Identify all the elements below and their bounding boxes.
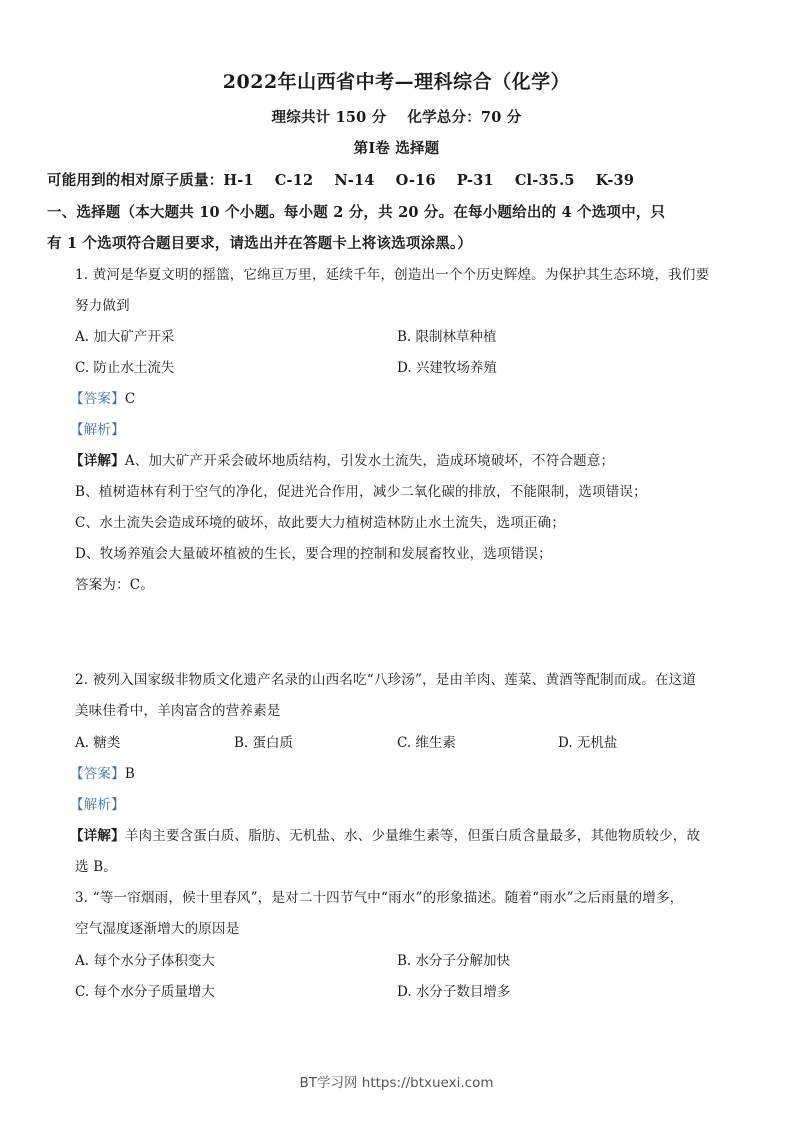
answer-value: B bbox=[124, 766, 135, 782]
q1-detail-1 bbox=[70, 452, 614, 470]
q3-option-c: C. 每个水分子质量增大 bbox=[75, 984, 215, 1000]
q2-answer bbox=[70, 765, 135, 783]
q2-stem-1: 2. 被列入国家级非物质文化遗产名录的山西名吃“八珍汤”，是由羊肉、莲菜、黄酒等配制而成。在这道 bbox=[75, 672, 697, 688]
page-title: 2022年山西省中考—理科综合（化学） bbox=[222, 71, 571, 93]
q1-answer bbox=[70, 390, 135, 408]
q3-stem-2: 空气湿度逐渐增大的原因是 bbox=[75, 921, 240, 937]
q2-stem-2: 美味佳肴中，羊肉富含的营养素是 bbox=[75, 703, 281, 719]
detail-text: A、加大矿产开采会破坏地质结构，引发水土流失，造成环境破坏，不符合题意； bbox=[124, 453, 615, 469]
score-line: 理综共计 150 分 化学总分：70 分 bbox=[271, 109, 522, 126]
q1-analysis-tag: 【解析】 bbox=[70, 422, 125, 438]
q1-detail-4: D、牧场养殖会大量破坏植被的生长，要合理的控制和发展畜牧业，选项错误； bbox=[75, 546, 552, 562]
q3-stem-1: 3. “等一帘烟雨，候十里春风”，是对二十四节气中“雨水”的形象描述。随着“雨水”之后雨量的增多， bbox=[75, 890, 684, 906]
q2-detail-2: 选 B。 bbox=[75, 859, 118, 875]
q3-option-a: A. 每个水分子体积变大 bbox=[75, 953, 215, 969]
q3-option-d: D. 水分子数目增多 bbox=[397, 984, 511, 1000]
q1-option-c: C. 防止水土流失 bbox=[75, 360, 175, 376]
q1-option-d: D. 兴建牧场养殖 bbox=[397, 360, 497, 376]
q2-option-c: C. 维生素 bbox=[397, 735, 456, 751]
q2-option-d: D. 无机盐 bbox=[558, 735, 618, 751]
detail-text: 羊肉主要含蛋白质、脂肪、无机盐、水、少量维生素等，但蛋白质含量最多，其他物质较少，故 bbox=[124, 828, 701, 844]
q2-detail-1 bbox=[70, 827, 700, 845]
q1-detail-2: B、植树造林有利于空气的净化，促进光合作用，减少二氧化碳的排放，不能限制，选项错误； bbox=[75, 484, 647, 500]
q1-stem-2: 努力做到 bbox=[75, 298, 130, 314]
part-one-instructions-1: 一、选择题（本大题共 10 个小题。每小题 2 分，共 20 分。在每小题给出的 4 个选项中，只 bbox=[47, 204, 666, 221]
q1-stem-1: 1. 黄河是华夏文明的摇篮，它绵亘万里，延续千年，创造出一个个历史辉煌。为保护其生态环境，我们要 bbox=[75, 267, 710, 283]
q2-option-b: B. 蛋白质 bbox=[234, 735, 294, 751]
answer-tag: 【答案】 bbox=[70, 766, 125, 782]
q1-option-a: A. 加大矿产开采 bbox=[75, 329, 175, 345]
q2-analysis-tag: 【解析】 bbox=[70, 797, 125, 813]
watermark-footer: BT学习网 https://btxuexi.com bbox=[299, 1075, 494, 1091]
answer-tag: 【答案】 bbox=[70, 391, 125, 407]
part-one-instructions-2: 有 1 个选项符合题目要求，请选出并在答题卡上将该选项涂黑。） bbox=[47, 235, 473, 252]
answer-value: C bbox=[124, 391, 136, 407]
section-title: 第Ⅰ卷 选择题 bbox=[353, 140, 440, 157]
detail-tag: 【详解】 bbox=[70, 453, 125, 469]
q1-detail-5: 答案为：C。 bbox=[75, 577, 155, 593]
detail-tag: 【详解】 bbox=[70, 828, 125, 844]
q3-option-b: B. 水分子分解加快 bbox=[397, 953, 511, 969]
q2-option-a: A. 糖类 bbox=[75, 735, 121, 751]
q1-detail-3: C、水土流失会造成环境的破坏，故此要大力植树造林防止水土流失，选项正确； bbox=[75, 515, 566, 531]
atomic-masses: 可能用到的相对原子质量：H-1 C-12 N-14 O-16 P-31 Cl-35.5 K-39 bbox=[47, 172, 635, 189]
q1-option-b: B. 限制林草种植 bbox=[397, 329, 497, 345]
